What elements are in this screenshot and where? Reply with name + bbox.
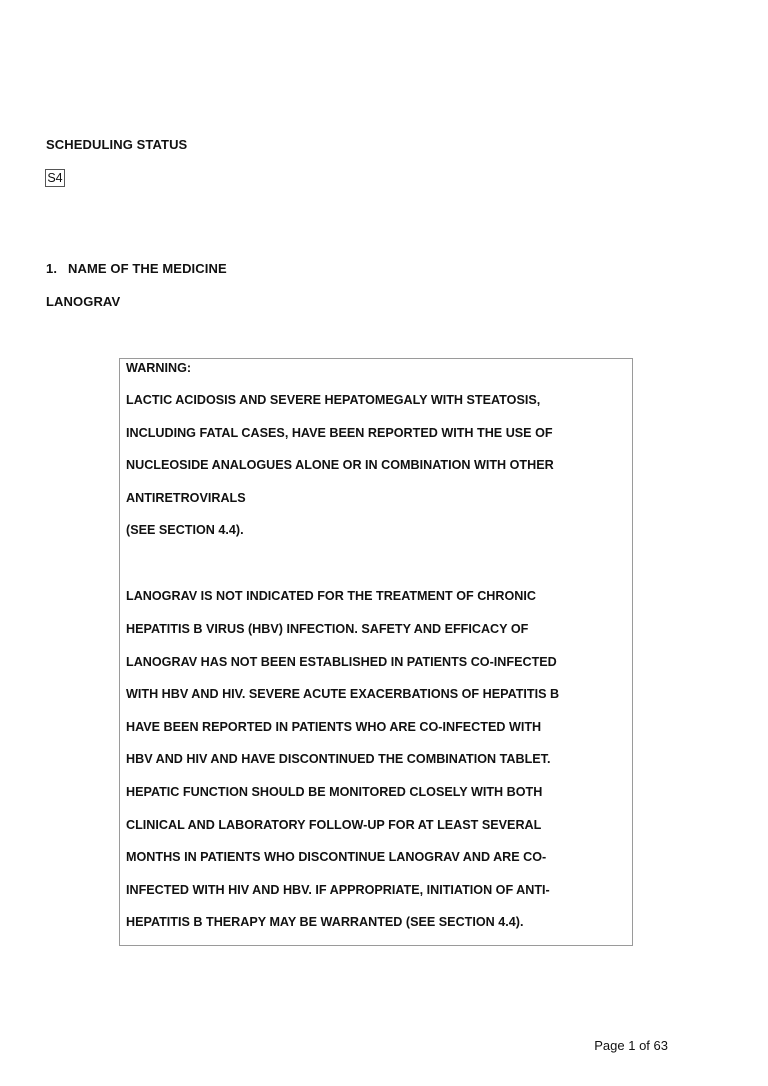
warning-line: MONTHS IN PATIENTS WHO DISCONTINUE LANOGRAV AND ARE CO- xyxy=(126,850,547,864)
section-title: NAME OF THE MEDICINE xyxy=(68,261,227,276)
warning-line: LANOGRAV HAS NOT BEEN ESTABLISHED IN PATIENTS CO-INFECTED xyxy=(126,655,557,669)
scheduling-status-value: S4 xyxy=(45,169,65,187)
warning-title: WARNING: xyxy=(126,361,192,375)
warning-line: HEPATITIS B VIRUS (HBV) INFECTION. SAFETY AND EFFICACY OF xyxy=(126,622,529,636)
medicine-name: LANOGRAV xyxy=(46,294,121,309)
warning-line: HEPATIC FUNCTION SHOULD BE MONITORED CLOSELY WITH BOTH xyxy=(126,785,543,799)
warning-line: HEPATITIS B THERAPY MAY BE WARRANTED (SEE SECTION 4.4). xyxy=(126,915,524,929)
warning-line: HBV AND HIV AND HAVE DISCONTINUED THE COMBINATION TABLET. xyxy=(126,752,551,766)
warning-line: LACTIC ACIDOSIS AND SEVERE HEPATOMEGALY WITH STEATOSIS, xyxy=(126,393,541,407)
warning-line: NUCLEOSIDE ANALOGUES ALONE OR IN COMBINATION WITH OTHER xyxy=(126,458,554,472)
section-1-heading xyxy=(46,261,227,276)
page-number: Page 1 of 63 xyxy=(594,1038,668,1053)
scheduling-status-heading: SCHEDULING STATUS xyxy=(46,137,188,152)
warning-line: (SEE SECTION 4.4). xyxy=(126,523,244,537)
warning-line: WITH HBV AND HIV. SEVERE ACUTE EXACERBATIONS OF HEPATITIS B xyxy=(126,687,560,701)
warning-line: INCLUDING FATAL CASES, HAVE BEEN REPORTED WITH THE USE OF xyxy=(126,426,553,440)
warning-line: ANTIRETROVIRALS xyxy=(126,491,246,505)
warning-line: INFECTED WITH HIV AND HBV. IF APPROPRIATE, INITIATION OF ANTI- xyxy=(126,883,550,897)
warning-line: CLINICAL AND LABORATORY FOLLOW-UP FOR AT LEAST SEVERAL xyxy=(126,818,542,832)
section-number: 1. xyxy=(46,261,58,276)
warning-line: HAVE BEEN REPORTED IN PATIENTS WHO ARE CO-INFECTED WITH xyxy=(126,720,542,734)
warning-line: LANOGRAV IS NOT INDICATED FOR THE TREATMENT OF CHRONIC xyxy=(126,589,536,603)
